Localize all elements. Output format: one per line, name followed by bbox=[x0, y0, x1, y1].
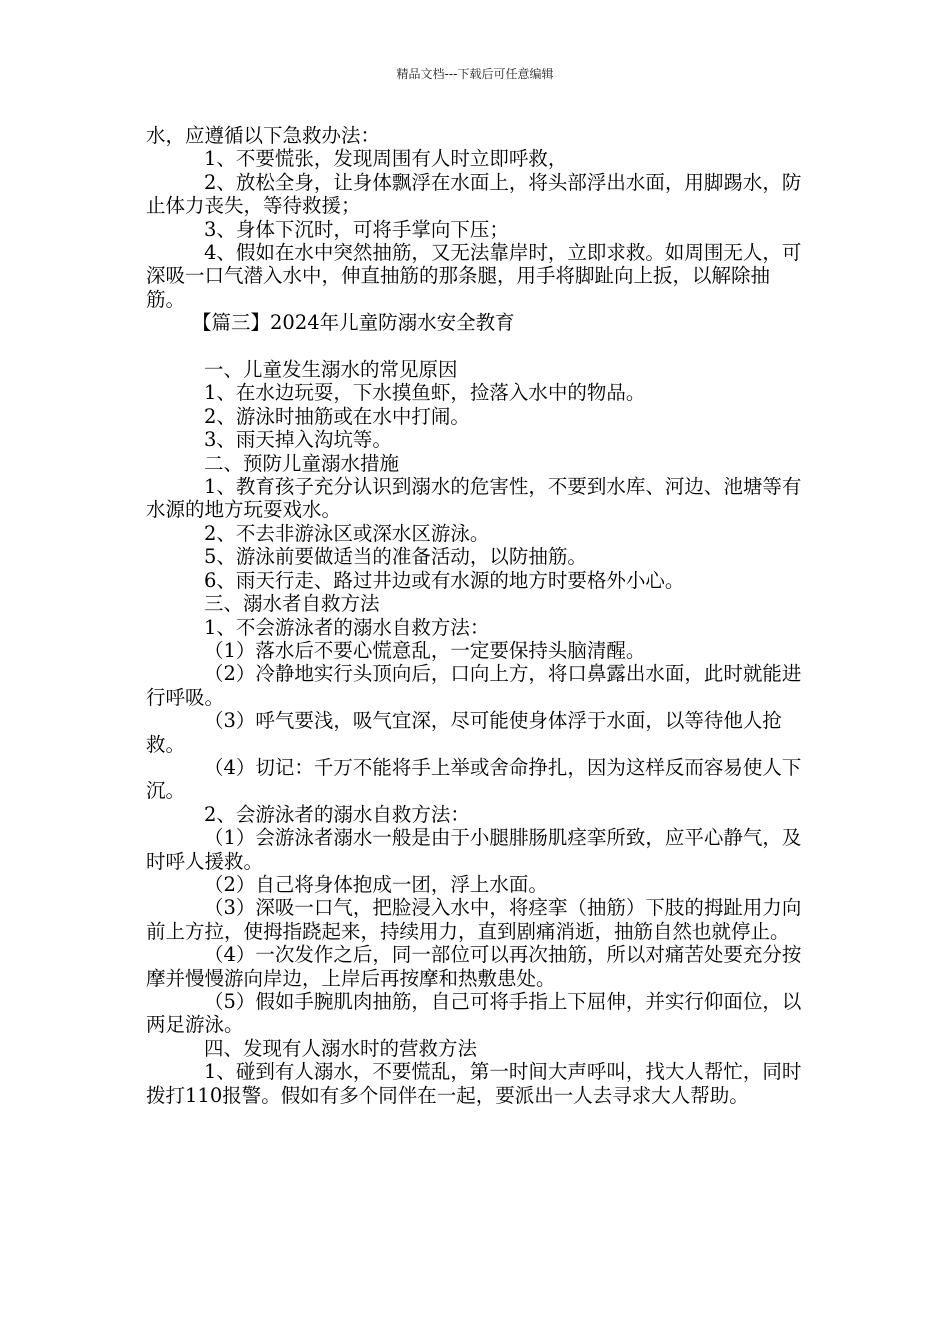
paragraph: 1、碰到有人溺水，不要慌乱，第一时间大声呼叫，找大人帮忙，同时拨打110报警。假如有多个同伴在一起，要派出一人去寻求大人帮助。 bbox=[146, 1060, 802, 1107]
paragraph: 5、游泳前要做适当的准备活动，以防抽筋。 bbox=[204, 545, 587, 569]
paragraph: 3、雨天掉入沟坑等。 bbox=[204, 428, 392, 452]
paragraph: 1、不要慌张，发现周围有人时立即呼救， bbox=[204, 147, 568, 171]
paragraph: 1、教育孩子充分认识到溺水的危害性，不要到水库、河边、池塘等有水源的地方玩耍戏水。 bbox=[146, 475, 802, 522]
paragraph: （4）一次发作之后，同一部位可以再次抽筋，所以对痛苦处要充分按摩并慢慢游向岸边，上岸后再按摩和热敷患处。 bbox=[146, 943, 802, 990]
blank-line bbox=[146, 335, 808, 358]
paragraph: 三、溺水者自救方法 bbox=[204, 592, 380, 616]
document-body bbox=[146, 124, 808, 1107]
paragraph: 1、在水边玩耍，下水摸鱼虾，捡落入水中的物品。 bbox=[204, 381, 646, 405]
paragraph: 6、雨天行走、路过井边或有水源的地方时要格外小心。 bbox=[204, 568, 685, 592]
paragraph: （1）落水后不要心慌意乱，一定要保持头脑清醒。 bbox=[204, 638, 646, 662]
paragraph: （3）深吸一口气，把脸浸入水中，将痉挛（抽筋）下肢的拇趾用力向前上方拉，使拇指跷起来，持续用力，直到剧痛消逝，抽筋自然也就停止。 bbox=[146, 896, 802, 943]
paragraph: 二、预防儿童溺水措施 bbox=[204, 451, 400, 475]
paragraph: （5）假如手腕肌肉抽筋，自己可将手指上下屈伸，并实行仰面位，以两足游泳。 bbox=[146, 990, 802, 1037]
paragraph: 2、不去非游泳区或深水区游泳。 bbox=[204, 521, 490, 545]
page-header: 精品文档---下载后可任意编辑 bbox=[396, 67, 554, 81]
paragraph: 2、放松全身，让身体飘浮在水面上，将头部浮出水面，用脚踢水，防止体力丧失，等待救援； bbox=[146, 170, 802, 218]
paragraph: （2）自己将身体抱成一团，浮上水面。 bbox=[204, 872, 548, 896]
paragraph: 1、不会游泳者的溺水自救方法： bbox=[204, 615, 490, 639]
paragraph: 四、发现有人溺水时的营救方法 bbox=[204, 1036, 478, 1060]
paragraph: 2、会游泳者的溺水自救方法： bbox=[204, 802, 470, 826]
paragraph: （3）呼气要浅，吸气宜深，尽可能使身体浮于水面，以等待他人抢救。 bbox=[146, 709, 782, 756]
paragraph: 水，应遵循以下急救办法： bbox=[146, 124, 381, 147]
paragraph: （2）冷静地实行头顶向后，口向上方，将口鼻露出水面，此时就能进行呼吸。 bbox=[146, 662, 802, 709]
paragraph: （4）切记：千万不能将手上举或舍命挣扎，因为这样反而容易使人下沉。 bbox=[146, 755, 802, 803]
paragraph: 3、身体下沉时，可将手掌向下压； bbox=[204, 217, 509, 241]
paragraph: （1）会游泳者溺水一般是由于小腿腓肠肌痉挛所致，应平心静气，及时呼人援救。 bbox=[146, 826, 802, 873]
paragraph: 【篇三】2024年儿童防溺水安全教育 bbox=[192, 311, 515, 335]
paragraph: 一、儿童发生溺水的常见原因 bbox=[204, 358, 458, 382]
paragraph: 2、游泳时抽筋或在水中打闹。 bbox=[204, 404, 470, 428]
paragraph: 4、假如在水中突然抽筋，又无法靠岸时，立即求救。如周围无人，可深吸一口气潜入水中，伸直抽筋的那条腿，用手将脚趾向上扳，以解除抽筋。 bbox=[146, 241, 802, 311]
